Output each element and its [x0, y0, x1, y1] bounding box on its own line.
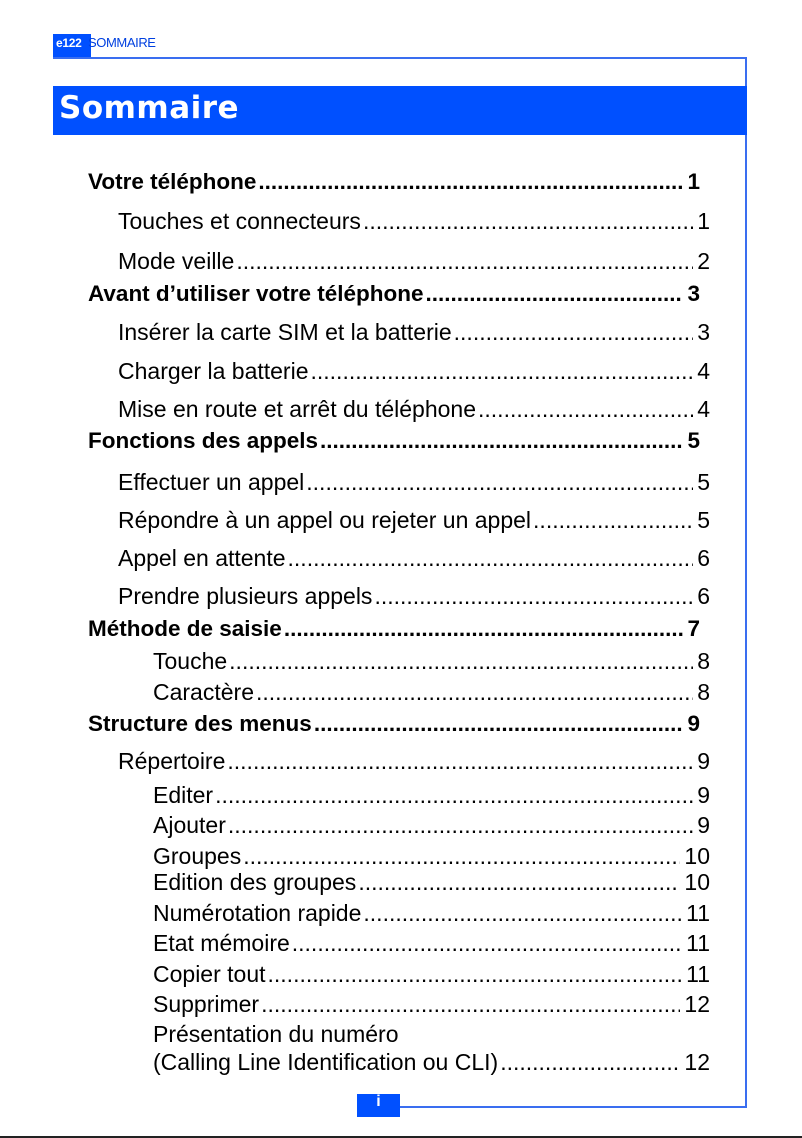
toc-entry[interactable]: [153, 678, 710, 706]
toc-entry[interactable]: [153, 1048, 710, 1076]
toc-entry-page: 3: [687, 281, 700, 306]
toc-entry-page: 5: [697, 507, 710, 533]
toc-entry-page: 10: [684, 843, 710, 869]
toc-entry-label: Structure des menus: [88, 711, 312, 736]
toc-entry-page: 9: [687, 711, 700, 736]
toc-leader-dots: [306, 468, 693, 496]
toc-entry[interactable]: [153, 990, 710, 1018]
toc-entry-label: Insérer la carte SIM et la batterie: [118, 319, 452, 345]
model-badge: e122: [53, 34, 91, 57]
toc-entry-page: 9: [697, 782, 710, 808]
toc-leader-dots: [363, 899, 682, 927]
toc-leader-dots: [268, 960, 683, 988]
toc-entry-label: Mise en route et arrêt du téléphone: [118, 396, 477, 422]
toc-entry-label: Répondre à un appel ou rejeter un appel: [118, 507, 532, 533]
toc-entry-page: 2: [697, 248, 710, 274]
toc-entry[interactable]: [153, 811, 710, 839]
toc-entry-label: Numérotation rapide: [153, 900, 362, 926]
toc-entry[interactable]: [153, 929, 710, 957]
toc-leader-dots: [314, 710, 684, 738]
toc-entry-page: 12: [684, 991, 710, 1017]
toc-entry-page: 9: [697, 812, 710, 838]
toc-entry[interactable]: [118, 468, 710, 496]
toc-entry-label: Etat mémoire: [153, 930, 290, 956]
toc-entry-label: Fonctions des appels: [88, 428, 319, 453]
toc-entry-label: Copier tout: [153, 961, 266, 987]
toc-entry-page: 11: [686, 900, 710, 926]
toc-entry-label: Effectuer un appel: [118, 469, 305, 495]
toc-entry[interactable]: [88, 427, 700, 455]
toc-entry-page: 1: [697, 208, 710, 234]
toc-entry-page: 3: [697, 319, 710, 345]
page-title: Sommaire: [59, 90, 240, 126]
toc-leader-dots: [454, 318, 694, 346]
toc-entry[interactable]: [118, 582, 710, 610]
toc-entry-label: Groupes: [153, 843, 242, 869]
toc-entry[interactable]: [153, 1020, 710, 1048]
toc-leader-dots: [227, 747, 693, 775]
toc-entry[interactable]: [118, 207, 710, 235]
toc-entry-page: 4: [697, 396, 710, 422]
toc-entry-label: Editer: [153, 782, 214, 808]
toc-leader-dots: [533, 506, 693, 534]
toc-entry[interactable]: [153, 781, 710, 809]
toc-entry-page: 9: [697, 748, 710, 774]
toc-leader-dots: [374, 582, 693, 610]
toc-entry-label: Prendre plusieurs appels: [118, 583, 373, 609]
toc-entry-label: (Calling Line Identification ou CLI): [153, 1049, 499, 1075]
toc-entry[interactable]: [118, 318, 710, 346]
toc-leader-dots: [243, 842, 680, 870]
toc-entry-label: Mode veille: [118, 248, 235, 274]
toc-entry-page: 12: [684, 1049, 710, 1075]
toc-leader-dots: [320, 427, 683, 455]
toc-entry-label: Supprimer: [153, 991, 260, 1017]
toc-entry[interactable]: [88, 710, 700, 738]
frame-bottom-border: [400, 1106, 747, 1108]
toc-entry-label: Méthode de saisie: [88, 616, 282, 641]
toc-entry-label: Charger la batterie: [118, 358, 309, 384]
toc-entry[interactable]: [118, 247, 710, 275]
toc-leader-dots: [288, 544, 694, 572]
header-rule: [53, 57, 747, 59]
toc-leader-dots: [228, 811, 693, 839]
toc-entry-page: 5: [697, 469, 710, 495]
toc-entry[interactable]: [88, 615, 700, 643]
toc-entry-page: 7: [687, 616, 700, 641]
toc-entry-page: 6: [697, 545, 710, 571]
toc-entry[interactable]: [88, 280, 700, 308]
toc-entry[interactable]: [118, 395, 710, 423]
toc-entry[interactable]: [153, 899, 710, 927]
toc-leader-dots: [311, 357, 694, 385]
toc-entry-label: Présentation du numéro: [153, 1021, 399, 1047]
toc-entry-page: 10: [684, 869, 710, 895]
toc-entry-label: Avant d’utiliser votre téléphone: [88, 281, 424, 306]
toc-entry[interactable]: [153, 868, 710, 896]
toc-leader-dots: [500, 1048, 680, 1076]
toc-leader-dots: [478, 395, 693, 423]
toc-leader-dots: [292, 929, 682, 957]
toc-leader-dots: [229, 647, 693, 675]
toc-entry[interactable]: [118, 544, 710, 572]
toc-entry-label: Caractère: [153, 679, 254, 705]
toc-entry-page: 8: [697, 648, 710, 674]
toc-entry-label: Ajouter: [153, 812, 226, 838]
toc-entry[interactable]: [153, 842, 710, 870]
toc-entry-label: Répertoire: [118, 748, 226, 774]
toc-entry-label: Touche: [153, 648, 228, 674]
toc-entry-page: 6: [697, 583, 710, 609]
toc-leader-dots: [363, 207, 693, 235]
toc-leader-dots: [236, 247, 693, 275]
toc-entry-page: 8: [697, 679, 710, 705]
toc-leader-dots: [256, 678, 693, 706]
toc-entry-page: 4: [697, 358, 710, 384]
toc-entry[interactable]: [118, 747, 710, 775]
title-bar: [53, 86, 747, 135]
toc-leader-dots: [261, 990, 680, 1018]
frame-right-border: [745, 57, 747, 1108]
toc-entry-page: 11: [686, 930, 710, 956]
toc-leader-dots: [425, 280, 683, 308]
toc-leader-dots: [284, 615, 684, 643]
toc-entry[interactable]: [118, 506, 710, 534]
toc-entry-label: Appel en attente: [118, 545, 286, 571]
toc-entry-label: Edition des groupes: [153, 869, 357, 895]
toc-entry-label: Votre téléphone: [88, 169, 257, 194]
toc-leader-dots: [215, 781, 693, 809]
toc-entry[interactable]: [153, 960, 710, 988]
toc-entry[interactable]: [88, 168, 700, 196]
page-number: i: [357, 1094, 400, 1117]
toc-entry-page: 11: [686, 961, 710, 987]
toc-entry-label: Touches et connecteurs: [118, 208, 361, 234]
toc-entry-page: 5: [687, 428, 700, 453]
toc-entry[interactable]: [118, 357, 710, 385]
toc-entry[interactable]: [153, 647, 710, 675]
section-label: SOMMAIRE: [88, 35, 156, 50]
toc-leader-dots: [258, 168, 683, 196]
toc-leader-dots: [358, 868, 680, 896]
toc-entry-page: 1: [687, 169, 700, 194]
